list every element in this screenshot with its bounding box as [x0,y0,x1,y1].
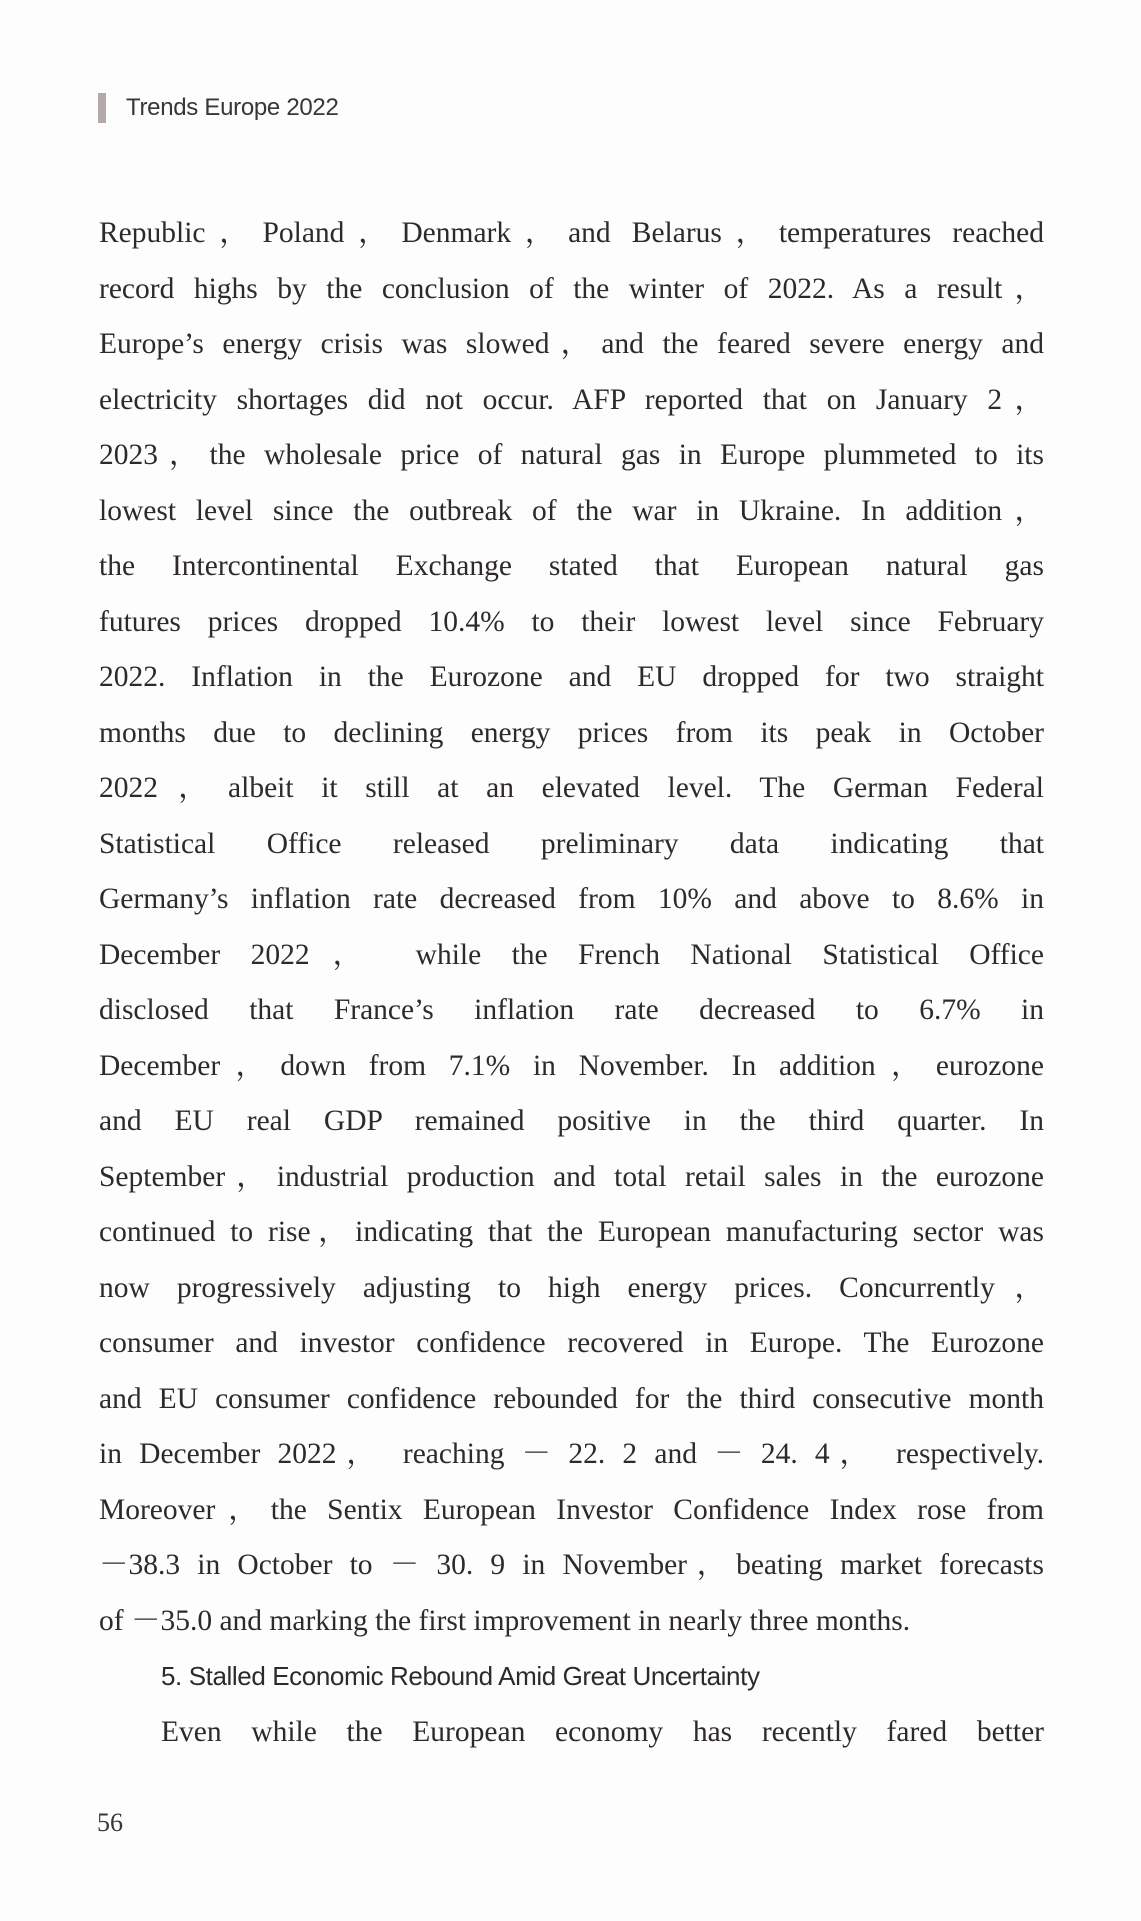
running-header [98,93,339,123]
text-line: Germany’s inflation rate decreased from 10% and above to 8.6% in [99,883,1044,915]
text-line: Statistical Office released preliminary data indicating that [99,827,1044,860]
text-line: Moreover，the Sentix European Investor Confidence Index rose from [99,1493,1044,1526]
section-heading: 5. Stalled Economic Rebound Amid Great Uncertainty [161,1661,760,1691]
text-line: disclosed that France’s inflation rate decreased to 6.7% in [99,994,1044,1026]
page-body [99,206,1044,1760]
text-line: consumer and investor confidence recovered in Europe. The Eurozone [99,1327,1044,1359]
text-line: continued to rise，indicating that the European manufacturing sector was [99,1216,1044,1248]
text-line: lowest level since the outbreak of the war in Ukraine. In addition， [99,494,1044,527]
header-accent-bar [98,93,106,123]
text-line: of －35.0 and marking the first improvement in nearly three months. [99,1604,911,1637]
text-line: －38.3 in October to － 30. 9 in November，beating market forecasts [99,1549,1044,1581]
text-line: the Intercontinental Exchange stated that European natural gas [99,550,1044,582]
text-line: 2022，albeit it still at an elevated level. The German Federal [99,772,1044,804]
text-line: and EU consumer confidence rebounded for the third consecutive month [99,1382,1044,1415]
text-line: now progressively adjusting to high energy prices. Concurrently， [99,1271,1044,1304]
text-line: Europe’s energy crisis was slowed，and the feared severe energy and [99,328,1044,360]
text-line: December，down from 7.1% in November. In addition，eurozone [99,1049,1044,1082]
text-line: in December 2022， reaching － 22. 2 and － 24. 4， respectively. [99,1438,1044,1470]
page-number: 56 [97,1808,123,1837]
text-line: December 2022， while the French National Statistical Office [99,938,1044,971]
text-line: Republic，Poland，Denmark，and Belarus，temperatures reached [99,217,1044,249]
text-line: Even while the European economy has recently fared better [161,1715,1044,1748]
text-line: electricity shortages did not occur. AFP reported that on January 2， [99,383,1044,416]
text-line: 2023，the wholesale price of natural gas in Europe plummeted to its [99,439,1044,471]
text-line: September，industrial production and total retail sales in the eurozone [99,1160,1044,1193]
text-line: months due to declining energy prices from its peak in October [99,716,1044,749]
text-line: futures prices dropped 10.4% to their lowest level since February [99,605,1044,638]
text-line: and EU real GDP remained positive in the third quarter. In [99,1105,1044,1137]
text-line: 2022. Inflation in the Eurozone and EU dropped for two straight [99,661,1044,693]
text-line: record highs by the conclusion of the winter of 2022. As a result， [99,272,1044,305]
book-title: Trends Europe 2022 [126,94,339,121]
